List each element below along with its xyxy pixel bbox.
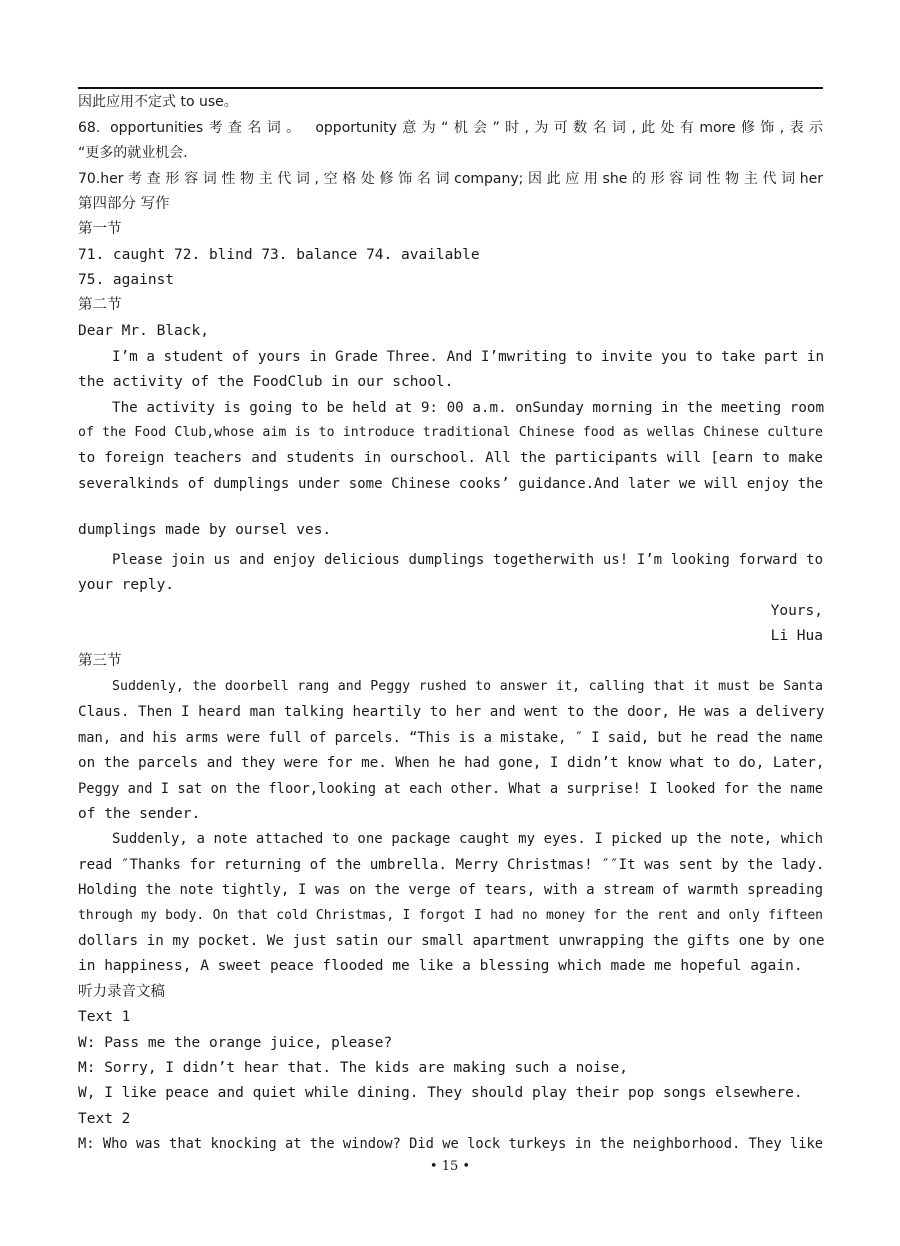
- section-heading: 第三节: [78, 653, 122, 669]
- story-line: in happiness, A sweet peace flooded me like a blessing which made me hopeful again.: [78, 958, 803, 974]
- letter-line: severalkinds of dumplings under some Chinese cooks’ guidance.And later we will enjoy the: [78, 476, 823, 492]
- story-line: dollars in my pocket. We just satin our small apartment unwrapping the gifts one by one: [78, 933, 825, 949]
- section-heading: 第四部分 写作: [78, 196, 170, 212]
- letter-line: dumplings made by oursel ves.: [78, 522, 332, 538]
- letter-line: your reply.: [78, 577, 175, 593]
- transcript-line: W: Pass me the orange juice, please?: [78, 1035, 393, 1051]
- story-line: on the parcels and they were for me. When he had gone, I didn’t know what to do, Later,: [78, 755, 825, 771]
- story-line: Suddenly, the doorbell rang and Peggy rushed to answer it, calling that it must be Santa: [112, 679, 823, 694]
- letter-salutation: Dear Mr. Black,: [78, 323, 209, 339]
- transcript-line: W, I like peace and quiet while dining. They should play their pop songs elsewhere.: [78, 1085, 803, 1101]
- letter-line: The activity is going to be held at 9: 00 a.m. onSunday morning in the meeting room: [112, 400, 825, 416]
- story-line: Holding the note tightly, I was on the verge of tears, with a stream of warmth spreading: [78, 882, 823, 898]
- text-line: 因此应用不定式 to use。: [78, 94, 238, 110]
- answer-line: 75. against: [78, 272, 175, 288]
- page-number: • 15 •: [429, 1159, 471, 1174]
- story-line: man, and his arms were full of parcels. “This is a mistake, ″ I said, but he read the name: [78, 730, 824, 746]
- header-rule: [78, 87, 823, 89]
- answer-line: 71. caught 72. blind 73. balance 74. available: [78, 247, 480, 263]
- story-line: read ″Thanks for returning of the umbrella. Merry Christmas! ″″It was sent by the lady.: [78, 857, 825, 873]
- transcript-line: M: Who was that knocking at the window? Did we lock turkeys in the neighborhood. They like: [78, 1136, 824, 1152]
- letter-line: to foreign teachers and students in ourschool. All the participants will [earn to make: [78, 450, 823, 466]
- letter-line: of the Food Club,whose aim is to introduce traditional Chinese food as wellas Chinese culture: [78, 425, 823, 440]
- story-line: of the sender.: [78, 806, 201, 822]
- story-line: Suddenly, a note attached to one package caught my eyes. I picked up the note, which: [112, 831, 823, 847]
- letter-closing: Yours,: [770, 603, 823, 619]
- letter-signature: Li Hua: [770, 628, 823, 644]
- text-line: 70.her考查形容词性物主代词,空格处修饰名词company;因此应用she的形容词性物主代词her: [78, 171, 823, 187]
- transcript-label: Text 1: [78, 1009, 131, 1025]
- story-line: Peggy and I sat on the floor,looking at each other. What a surprise! I looked for the name: [78, 781, 824, 797]
- text-line: “更多的就业机会.: [78, 145, 188, 161]
- transcript-label: Text 2: [78, 1111, 131, 1127]
- transcript-line: M: Sorry, I didn’t hear that. The kids are making such a noise,: [78, 1060, 628, 1076]
- letter-line: I’m a student of yours in Grade Three. And I’mwriting to invite you to take part in: [112, 349, 825, 365]
- section-heading: 第一节: [78, 221, 122, 237]
- story-line: through my body. On that cold Christmas, I forgot I had no money for the rent and only fifteen: [78, 908, 823, 923]
- letter-line: the activity of the FoodClub in our school.: [78, 374, 454, 390]
- story-line: Claus. Then I heard man talking heartily to her and went to the door, He was a delivery: [78, 704, 825, 720]
- section-heading: 听力录音文稿: [78, 984, 165, 1000]
- letter-line: Please join us and enjoy delicious dumplings togetherwith us! I’m looking forward to: [112, 552, 823, 568]
- text-line: 68. opportunities考查名词。 opportunity意为“机会”时,为可数名词,此处有more修饰,表示: [78, 120, 823, 136]
- section-heading: 第二节: [78, 297, 122, 313]
